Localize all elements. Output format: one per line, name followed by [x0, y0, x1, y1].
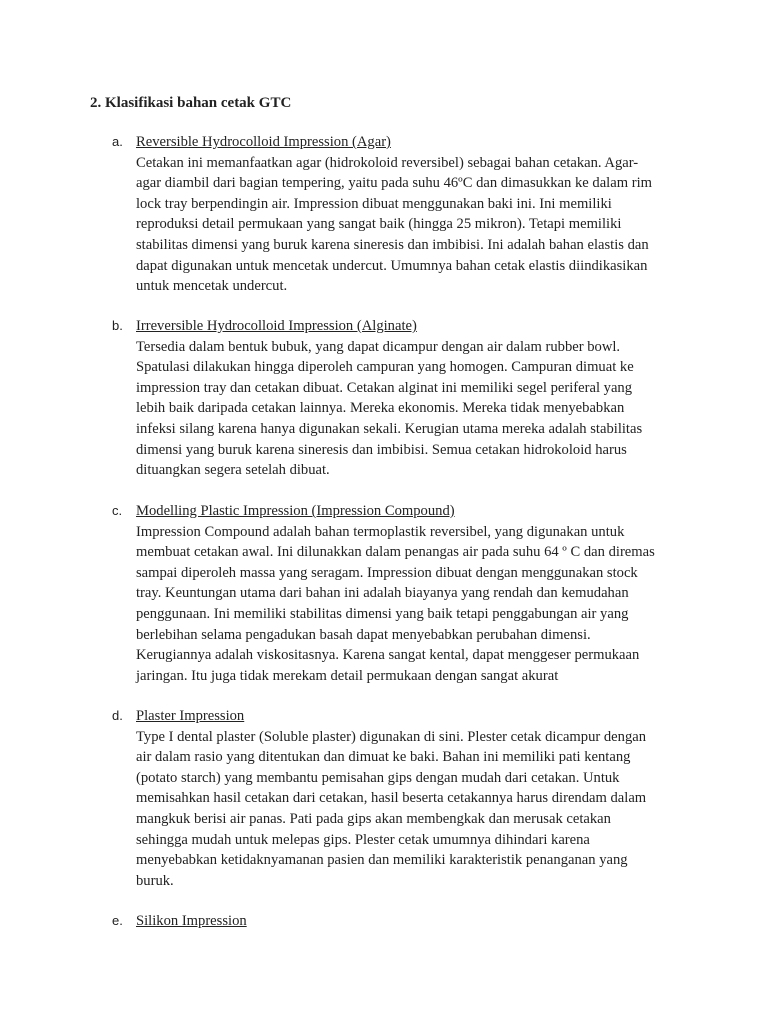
body-line: (potato starch) yang membantu pemisahan gips dengan mudah dari cetakan. Untuk: [136, 769, 620, 786]
body-line: jaringan. Itu juga tidak merekam detail permukaan dengan sangat akurat: [136, 667, 559, 684]
body-line: penggunaan. Ini memiliki stabilitas dimensi yang baik tetapi penggabungan air yang: [136, 605, 629, 622]
body-line: dapat digunakan untuk mencetak undercut. Umumnya bahan cetak elastis diindikasikan: [136, 257, 648, 274]
body-line: lebih baik daripada cetakan lainnya. Mereka ekonomis. Mereka tidak menyebabkan: [136, 400, 625, 417]
body-line: infeksi silang karena hanya digunakan sekali. Kerugian utama mereka adalah stabilitas: [136, 420, 643, 437]
body-line: sehingga mudah untuk melepas gips. Plester cetak umumnya dihindari karena: [136, 831, 590, 848]
item-title: Modelling Plastic Impression (Impression Compound): [136, 503, 455, 519]
section-heading: 2. Klasifikasi bahan cetak GTC: [90, 95, 292, 111]
item-title: Plaster Impression: [136, 708, 245, 724]
item-title: Reversible Hydrocolloid Impression (Agar): [136, 134, 391, 150]
body-line: stabilitas dimensi yang buruk karena sineresis dan imbibisi. Ini adalah bahan elastis dan: [136, 236, 649, 253]
body-line: mangkuk berisi air panas. Pati pada gips akan membengkak dan merusak cetakan: [136, 810, 611, 827]
body-line: Tersedia dalam bentuk bubuk, yang dapat dicampur dengan air dalam rubber bowl.: [136, 338, 621, 355]
body-line: berlebihan selama pengadukan basah dapat menyebabkan perubahan dimensi.: [136, 626, 591, 643]
list-marker: e.: [112, 913, 123, 928]
body-line: reproduksi detail permukaan yang sangat baik (hingga 25 mikron). Tetapi memiliki: [136, 216, 622, 233]
list-item-d: [112, 706, 682, 891]
item-title: Irreversible Hydrocolloid Impression (Alginate): [136, 318, 417, 334]
body-line: air dalam rasio yang ditentukan dan dimuat ke baki. Bahan ini memiliki pati kentang: [136, 749, 631, 766]
body-line: Cetakan ini memanfaatkan agar (hidrokoloid reversibel) sebagai bahan cetakan. Agar-: [136, 154, 639, 171]
item-title: Silikon Impression: [136, 913, 247, 929]
body-line: agar diambil dari bagian tempering, yaitu pada suhu 46ºC dan dimasukkan ke dalam rim: [136, 175, 652, 192]
body-line: dituangkan segera setelah dibuat.: [136, 462, 330, 479]
list-item-b: [112, 316, 682, 481]
body-line: menyebabkan ketidaknyamanan pasien dan memiliki karakteristik penanganan yang: [136, 852, 628, 869]
list-item-e: [112, 911, 682, 932]
body-line: dimensi yang buruk karena sineresis dan imbibisi. Semua cetakan hidrokoloid harus: [136, 441, 627, 458]
body-line: buruk.: [136, 872, 174, 889]
list-item-a: [112, 132, 682, 297]
list-item-c: [112, 501, 682, 686]
body-line: Kerugiannya adalah viskositasnya. Karena sangat kental, dapat menggeser permukaan: [136, 647, 640, 664]
body-line: Spatulasi dilakukan hingga diperoleh campuran yang homogen. Campuran dimuat ke: [136, 359, 634, 376]
body-line: membuat cetakan awal. Ini dilunakkan dalam penangas air pada suhu 64 º C dan diremas: [136, 544, 655, 561]
list-marker: d.: [112, 708, 123, 723]
body-line: lock tray berpendingin air. Impression dibuat menggunakan baki ini. Ini memiliki: [136, 195, 612, 212]
body-line: Type I dental plaster (Soluble plaster) digunakan di sini. Plester cetak dicampur dengan: [136, 728, 647, 745]
body-line: untuk mencetak undercut.: [136, 278, 288, 295]
body-line: Impression Compound adalah bahan termoplastik reversibel, yang digunakan untuk: [136, 523, 625, 540]
body-line: memisahkan hasil cetakan dari cetakan, hasil beserta cetakannya harus direndam dalam: [136, 790, 647, 807]
list-marker: a.: [112, 134, 123, 149]
list-marker: b.: [112, 318, 123, 333]
body-line: tray. Keuntungan utama dari bahan ini adalah biayanya yang rendah dan kemudahan: [136, 585, 629, 602]
body-line: impression tray dan cetakan dibuat. Cetakan alginat ini memiliki segel periferal yang: [136, 379, 633, 396]
body-line: sampai diperoleh massa yang seragam. Impression dibuat dengan menggunakan stock: [136, 564, 638, 581]
list-marker: c.: [112, 503, 123, 518]
